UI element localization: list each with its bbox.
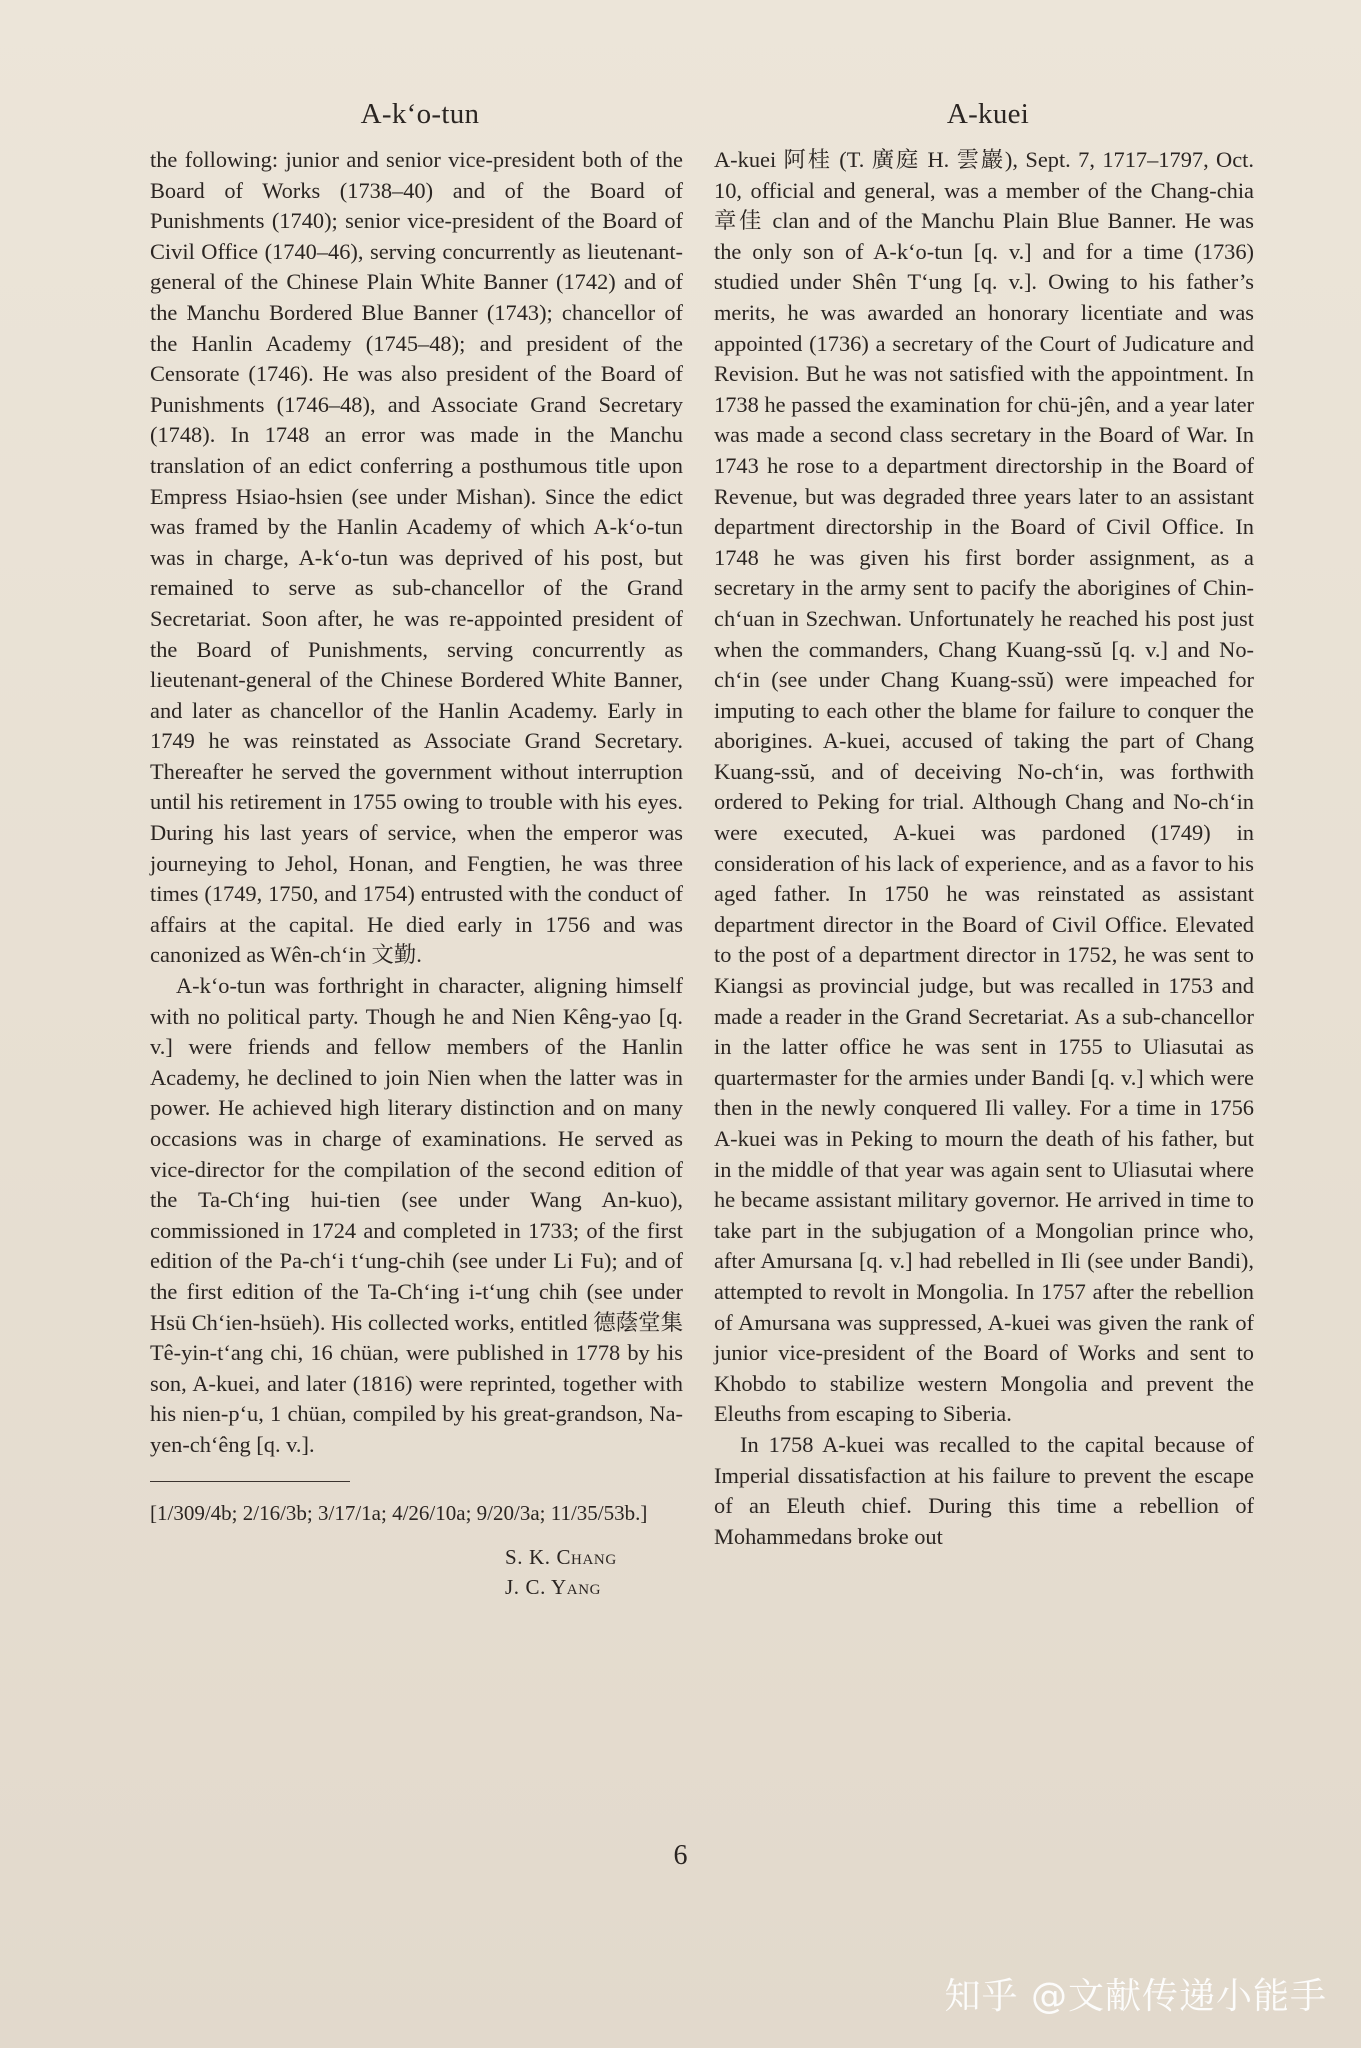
author-signatures [505, 1542, 683, 1602]
running-head-right: A-kuei [946, 98, 1030, 130]
right-paragraph-1: A-kuei 阿桂 (T. 廣庭 H. 雲巖), Sept. 7, 1717–1797, Oct. 10, official and general, was a member of the Chang-chia 章佳 clan and of the Manchu Plain Blue Banner. He was the only son of A-k‘o-tun [q. v.] and for a time (1736) studied under Shên T‘ung [q. v.]. Owing to his father’s merits, he was awarded an honorary licentiate and was appointed (1736) a secretary of the Court of Judicature and Revision. But he was not satisfied with the appointment. In 1738 he passed the examination for chü-jên, and a year later was made a second class secretary in the Board of War. In 1743 he rose to a department directorship in the Board of Revenue, but was degraded three years later to an assistant department directorship in the Board of Civil Office. In 1748 he was given his first border assignment, as a secretary in the army sent to pacify the aborigines of Chin-ch‘uan in Szechwan. Unfortunately he reached his post just when the commanders, Chang Kuang-ssŭ [q. v.] and No-ch‘in (see under Chang Kuang-ssŭ) were impeached for imputing to each other the blame for failure to conquer the aborigines. A-kuei, accused of taking the part of Chang Kuang-ssŭ, and of deceiving No-ch‘in, was forthwith ordered to Peking for trial. Although Chang and No-ch‘in were executed, A-kuei was pardoned (1749) in consideration of his lack of experience, and as a favor to his aged father. In 1750 he was reinstated as assistant department director in the Board of Civil Office. Elevated to the post of a department director in 1752, he was sent to Kiangsi as provincial judge, but was recalled in 1753 and made a reader in the Grand Secretariat. As a sub-chancellor in the latter office he was sent in 1755 to Uliasutai as quartermaster for the armies under Bandi [q. v.] which were then in the newly conquered Ili valley. For a time in 1756 A-kuei was in Peking to mourn the death of his father, but in the middle of that year was again sent to Uliasutai where he became assistant military governor. He arrived in time to take part in the subjugation of a Mongolian prince who, after Amursana [q. v.] had rebelled in Ili (see under Bandi), attempted to revolt in Mongolia. In 1757 after the rebellion of Amursana was suppressed, A-kuei was given the rank of junior vice-president of the Board of Works and sent to Khobdo to stabilize western Mongolia and prevent the Eleuths from escaping to Siberia. [714, 147, 1254, 1427]
footnote-divider [150, 1481, 350, 1482]
running-head-left: A-k‘o-tun [360, 98, 480, 130]
left-paragraph-1: the following: junior and senior vice-president both of the Board of Works (1738–40) and of the Board of Punishments (1740); senior vice-president of the Board of Civil Office (1740–46), serving concurrently as lieutenant-general of the Chinese Plain White Banner (1742) and of the Manchu Bordered Blue Banner (1743); chancellor of the Hanlin Academy (1745–48); and president of the Censorate (1746). He was also president of the Board of Punishments (1746–48), and Associate Grand Secretary (1748). In 1748 an error was made in the Manchu translation of an edict conferring a posthumous title upon Empress Hsiao-hsien (see under Mishan). Since the edict was framed by the Hanlin Academy of which A-k‘o-tun was in charge, A-k‘o-tun was deprived of his post, but remained to serve as sub-chancellor of the Grand Secretariat. Soon after, he was re-appointed president of the Board of Punishments, serving concurrently as lieutenant-general of the Chinese Bordered White Banner, and later as chancellor of the Hanlin Academy. Early in 1749 he was reinstated as Associate Grand Secretary. Thereafter he served the government without interruption until his retirement in 1755 owing to trouble with his eyes. During his last years of service, when the emperor was journeying to Jehol, Honan, and Fengtien, he was three times (1749, 1750, and 1754) entrusted with the conduct of affairs at the capital. He died early in 1756 and was canonized as Wên-ch‘in 文勤. [150, 147, 683, 968]
references: [1/309/4b; 2/16/3b; 3/17/1a; 4/26/10a; 9/20/3a; 11/35/53b.] [150, 1500, 648, 1525]
watermark-text: 知乎 @文献传递小能手 [944, 1976, 1327, 2017]
right-column [714, 145, 1254, 1552]
left-paragraph-2: A-k‘o-tun was forthright in character, aligning himself with no political party. Though he and Nien Kêng-yao [q. v.] were friends and fellow members of the Hanlin Academy, he declined to join Nien when the latter was in power. He achieved high literary distinction and on many occasions was in charge of examinations. He served as vice-director for the compilation of the second edition of the Ta-Ch‘ing hui-tien (see under Wang An-kuo), commissioned in 1724 and completed in 1733; of the first edition of the Pa-ch‘i t‘ung-chih (see under Li Fu); and of the first edition of the Ta-Ch‘ing i-t‘ung chih (see under Hsü Ch‘ien-hsüeh). His collected works, entitled 德蔭堂集 Tê-yin-t‘ang chi, 16 chüan, were published in 1778 by his son, A-kuei, and later (1816) were reprinted, together with his nien-p‘u, 1 chüan, compiled by his great-grandson, Na-yen-ch‘êng [q. v.]. [150, 973, 683, 1457]
signature-2: J. C. Yang [505, 1574, 602, 1599]
right-paragraph-2: In 1758 A-kuei was recalled to the capital because of Imperial dissatisfaction at his failure to prevent the escape of an Eleuth chief. During this time a rebellion of Mohammedans broke out [714, 1431, 1254, 1549]
signature-1: S. K. Chang [505, 1544, 617, 1569]
page-number: 6 [673, 1840, 688, 1871]
left-column [150, 145, 683, 1602]
